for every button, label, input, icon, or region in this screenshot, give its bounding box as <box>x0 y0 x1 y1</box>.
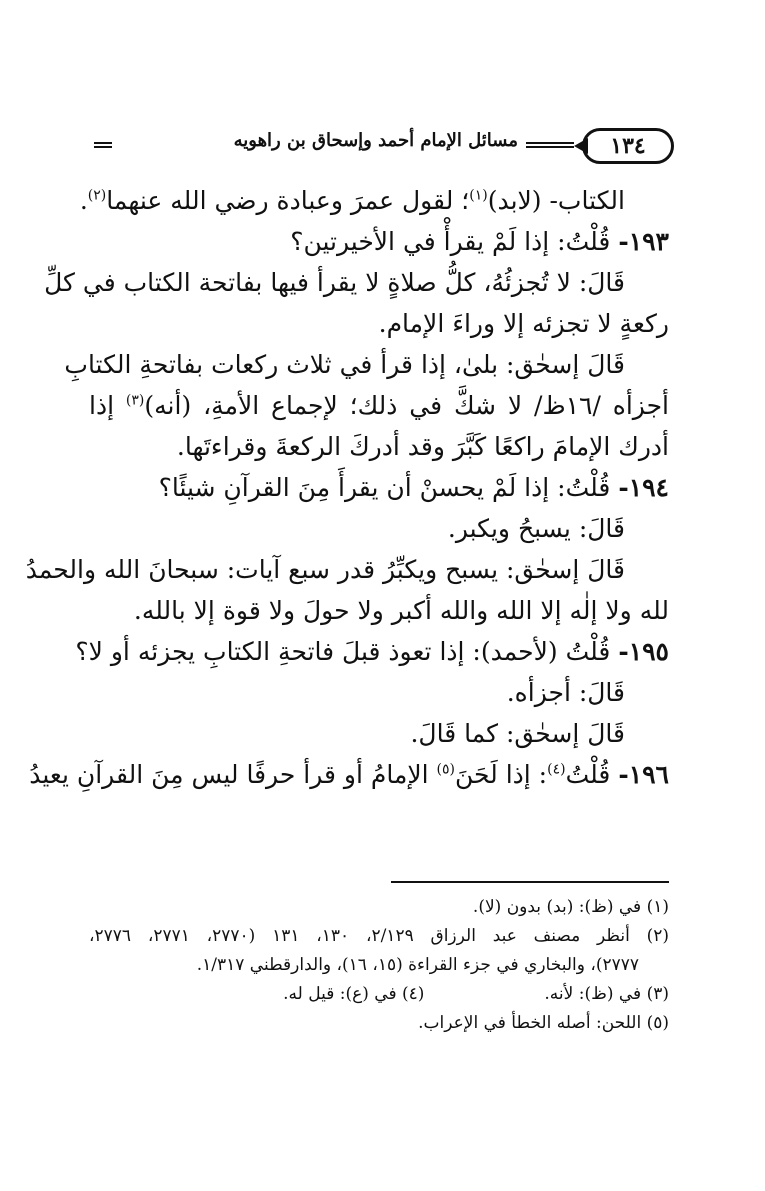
running-title: مسائل الإمام أحمد وإسحاق بن راهويه <box>233 130 518 151</box>
footnote-ref: (٥) <box>436 761 455 778</box>
footnote-2: (٢) أنظر مصنف عبد الرزاق ٢/١٢٩، ١٣٠، ١٣١ (٢٧٧٠، ٢٧٧١، ٢٧٧٦، <box>89 926 670 946</box>
footnotes <box>89 893 669 1038</box>
footnote-ref: (١) <box>469 187 488 204</box>
footnote-ref: (٤) <box>547 761 566 778</box>
header-rule-right <box>526 142 574 148</box>
question-text: الإمامُ أو قرأ حرفًا ليس مِنَ القرآنِ يعيدُ <box>29 760 437 789</box>
question-number: ١٩٤- <box>618 473 669 502</box>
question-number: ١٩٥- <box>618 637 669 666</box>
text-line: لله ولا إلٰه إلا الله والله أكبر ولا حولَ ولا قوة إلا بالله. <box>133 596 669 625</box>
question-193 <box>89 221 669 262</box>
text-span: الكتاب- (لابد) <box>487 186 625 215</box>
footnote-ref: (٣) <box>125 392 145 409</box>
page-number: ١٣٤ <box>610 133 646 159</box>
question-text: قُلْتُ <box>565 760 611 789</box>
question-text: : إذا لَحَنَ <box>454 760 548 789</box>
text-span: . <box>79 186 88 215</box>
text-line: قَالَ إسحٰق: كما قَالَ. <box>410 719 625 748</box>
question-text: قُلْتُ: إذا لَمْ يحسنْ أن يقرأَ مِنَ القرآنِ شيئًا؟ <box>158 473 611 502</box>
footnote-3: (٣) في (ظ): لأنه. <box>544 984 669 1004</box>
footnote-1: (١) في (ظ): (بد) بدون (لا). <box>472 897 669 917</box>
footnote-4: (٤) في (ع): قيل له. <box>283 984 425 1004</box>
text-line: ركعةٍ لا تجزئه إلا وراءَ الإمام. <box>378 309 669 338</box>
text-span: أجزأه /١٦ظ/ لا شكَّ في ذلك؛ لإجماع الأمةِ، (أنه) <box>144 391 669 420</box>
question-number: ١٩٦- <box>618 760 669 789</box>
question-text: قُلْتُ (لأحمد): إذا تعوذ قبلَ فاتحةِ الكتابِ يجزئه أو لا؟ <box>75 637 611 666</box>
main-text <box>25 180 669 795</box>
text-line: قَالَ: يسبحُ ويكبر. <box>447 514 625 543</box>
footnote-2-continued: ٢٧٧٧)، والبخاري في جزء القراءة (١٥، ١٦)، والدارقطني ١/٣١٧. <box>196 955 639 975</box>
question-text: قُلْتُ: إذا لَمْ يقرأْ في الأخيرتين؟ <box>290 227 611 256</box>
text-line: قَالَ إسحٰق: بلىٰ، إذا قرأ في ثلاث ركعات بفاتحةِ الكتابِ <box>64 350 625 379</box>
header-rule-left <box>94 142 112 148</box>
page-number-badge <box>582 128 674 164</box>
footnote-row <box>89 980 669 1009</box>
page-header <box>94 128 674 168</box>
badge-pointer <box>574 138 588 154</box>
text-line: قَالَ إسحٰق: يسبح ويكبِّرُ قدر سبع آيات: سبحانَ الله والحمدُ <box>25 555 625 584</box>
text-span: إذا <box>89 391 126 420</box>
question-196 <box>29 754 669 795</box>
question-194 <box>89 467 669 508</box>
text-line: أدرك الإمامَ راكعًا كَبَّرَ وقد أدركَ الركعةَ وقراءتَها. <box>176 432 669 461</box>
text-line: قَالَ: لا تُجزئُهُ، كلُّ صلاةٍ لا يقرأ فيها بفاتحة الكتاب في كلِّ <box>44 268 625 297</box>
text-span: ؛ لقول عمرَ وعبادة رضي الله عنهما <box>106 186 470 215</box>
text-line: قَالَ: أجزأه. <box>506 678 625 707</box>
question-195 <box>75 631 669 672</box>
text-line <box>79 180 669 221</box>
question-number: ١٩٣- <box>618 227 669 256</box>
footnote-ref: (٢) <box>87 187 107 204</box>
footnote-separator <box>391 881 669 883</box>
text-line <box>89 385 669 426</box>
footnote-5: (٥) اللحن: أصله الخطأ في الإعراب. <box>418 1013 669 1033</box>
